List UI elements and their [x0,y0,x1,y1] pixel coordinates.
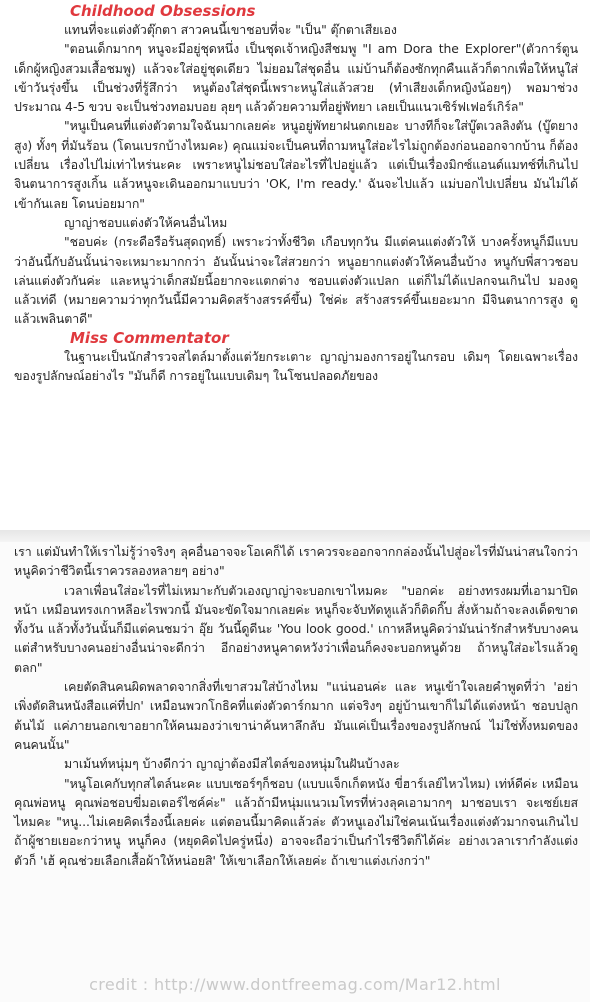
page-divider-band [0,530,590,542]
question-paragraph: ญาญ่าชอบแต่งตัวให้คนอื่นไหม [64,214,228,230]
paragraph: "ชอบค่ะ (กระดือรือร้นสุดฤทธิ์) เพราะว่าทั้งชีวิต เกือบทุกวัน มีแต่คนแต่งตัวให้ บางครั้งหนูก็มีแบบว่าอันนี้กับอันนั้นน่าจะเหมาะมากกว่า อันนั้นน่าจะใส่สวยกว่า หนูอยากแต่งตัวให้คนอื่นบ้าง หนูกับพี่สาวชอบเล่นแต่งตัวกันค่ะ และหนูว่าเด็กสมัยนี้อยากจะแตกต่าง ชอบแต่งตัวแปลก แต่ก็ไม่ได้แปลกจนเกินไป มองดูแล้วเท่ดี (หมายความว่าทุกวันนี้มีความคิดสร้างสรรค์ขึ้น) ใช่ค่ะ สร้างสรรค์ขึ้นเยอะมาก มีจินตนาการสูง ดูแล้วเพลินตาดี" [14,234,578,327]
section-heading-commentator: Miss Commentator [70,328,229,347]
paragraph: ในฐานะเป็นนักสำรวจสไตล์มาตั้งแต่วัยกระเตาะ ญาญ่ามองการอยู่ในกรอบ เดิมๆ โดยเฉพาะเรื่องของรูปลักษณ์อย่างไร "มันก็ดี การอยู่ในแบบเดิมๆ ในโซนปลอดภัยของ [14,348,578,384]
paragraph: "ตอนเด็กมากๆ หนูจะมีอยู่ชุดหนึ่ง เป็นชุดเจ้าหญิงสีชมพู "I am Dora the Explorer"(ตัวการ์ตูนเด็กผู้หญิงสวมเสื้อชมพู) แล้วจะใส่อยู่ชุดเดียว ไม่ยอมใส่ชุดอื่น แม่บ้านก็ต้องซักทุกคืนแล้วก็ตากเพื่อให้หนูใส่เข้าวันรุ่งขึ้น เป็นช่วงที่รู้สึกว่า หนูต้องใส่ชุดนี้เพราะหนูใส่แล้วสวย (ทำเสียงเด็กหญิงน้อยๆ) พอมาช่วงประมาณ 4-5 ขวบ จะเป็นช่วงทอมบอย ลุยๆ แล้วด้วยความที่อยู่พัทยา เลยเป็นแนวเซิร์ฟเฟอร์เกิร์ล" [14,41,578,115]
section-heading-childhood: Childhood Obsessions [70,2,256,20]
article-column-bottom [14,542,578,870]
paragraph: "หนูเป็นคนที่แต่งตัวตามใจฉันมากเลยค่ะ หนูอยู่พัทยาฝนตกเยอะ บางทีก็จะใส่บู๊ตเวลลิงตัน (บู๊ตยางสูง) ทั้งๆ ที่มันร้อน (โดนเบรกบ้างไหมคะ) คุณแม่จะเป็นคนที่ถามหนูใส่อะไรไม่ถูกต้องก่อนออกจากบ้าน ก็ต้องเปลี่ยน เรื่องไปไม่เท่าไหร่นะคะ เพราะหนูไม่ชอบใส่อะไรที่ไปอยู่แล้ว แต่เป็นเรื่องมิกซ์แอนด์แมทช์ที่เกินไป จินตนาการสูงเกิ้น แล้วหนูจะเดินออกมาแบบว่า 'OK, I'm ready.' ฉันจะไปแล้ว แม่บอกไปเปลี่ยน มันไม่ได้เข้ากันเลย โดนบ่อยมาก" [14,118,578,211]
paragraph: "หนูโอเคกับทุกสไตล์นะคะ แบบเซอร์ๆก็ชอบ (แบบแจ็กเก็ตหนัง ขี่ฮาร์เลย์ไหวไหม) เท่ห์ดีค่ะ เหมือนคุณพ่อหนู คุณพ่อชอบขี่มอเตอร์ไซค์ค่ะ" แล้วถ้ามีหนุ่มแนวเมโทรที่ห่วงลุคเอามากๆ มาชอบเรา จะเซย์เยสไหมคะ "หนู...ไม่เคยคิดเรื่องนี้เลยค่ะ แต่ตอนนี้มาคิดแล้วล่ะ ตัวหนูเองไม่ใช่คนเน้นเรื่องแต่งตัวมากจนเกินไป ถ้าผู้ชายเยอะกว่าหนู หนูก็คง (หยุดคิดไปครู่หนึ่ง) อาจจะถือว่าเป็นกำไรชีวิตก็ได้ค่ะ อย่างเวลาเรากำลังแต่งตัวก็ 'เฮ้ คุณช่วยเลือกเสื้อผ้าให้หน่อยสิ' ให้เขาเลือกให้เลยค่ะ ถ้าเขาแต่งเก่งกว่า" [14,775,578,868]
paragraph: แทนที่จะแต่งตัวตุ๊กตา สาวคนนี้เขาชอบที่จะ "เป็น" ตุ๊กตาเสียเอง [64,22,397,37]
paragraph: เวลาเพื่อนใส่อะไรที่ไม่เหมาะกับตัวเองญาญ่าจะบอกเขาไหมคะ "บอกค่ะ อย่างทรงผมที่เอามาปิดหน้า เหมือนทรงเกาหลีอะไรพวกนี้ มันจะขัดใจมากเลยค่ะ หนูก็จะจับทัดหูแล้วก็ติดกิ๊บ สั่งห้ามถ้าจะลงเด็ดขาดทั้งวัน แล้วทั้งวันนั้นก็มีแต่คนชมว่า อุ๊ย วันนี้ดูดีนะ 'You look good.' เกาหลีหนูคิดว่ามันน่ารักสำหรับบางคน แต่สำหรับบางคนอย่างอื่นน่าจะดีกว่า อีกอย่างหนูคาดหวังว่าเพื่อนก็คงจะบอกหนูด้วย ถ้าหนูใส่อะไรแล้วดูตลก" [14,582,578,675]
question-paragraph: มาเม้นท์หนุ่มๆ บ้างดีกว่า ญาญ่าต้องมีสไตล์ของหนุ่มในฝันบ้างละ [64,756,400,772]
paragraph-continued: เรา แต่มันทำให้เราไม่รู้ว่าจริงๆ ลุคอื่นอาจจะโอเคก็ได้ เราควรจะออกจากกล่องนั้นไปสู่อะไรที่มันน่าสนใจกว่า หนูคิดว่าชีวิตนี้เราควรลองหลายๆ อย่าง" [14,544,578,579]
paragraph: เคยตัดสินคนผิดพลาดจากสิ่งที่เขาสวมใส่บ้างไหม "แน่นอนค่ะ และ หนูเข้าใจเลยคำพูดที่ว่า 'อย่าเพิ่งตัดสินหนังสือแค่ที่ปก' เหมือนพวกโกธิคที่แต่งตัวดาร์กมาก แต่จริงๆ อยู่บ้านเขาก็ไม่ได้แต่งหน้า ชอบปลูกต้นไม้ แค่ภายนอกเขาอยากให้คนมองว่าเขาน่าค้นหาลึกลับ มันแค่เป็นเรื่องของรูปลักษณ์ ไม่ใช่ทั้งหมดของคนคนนั้น" [14,679,578,752]
credit-footer: credit : http://www.dontfreemag.com/Mar12.html [89,975,501,994]
article-column-top [14,2,578,385]
